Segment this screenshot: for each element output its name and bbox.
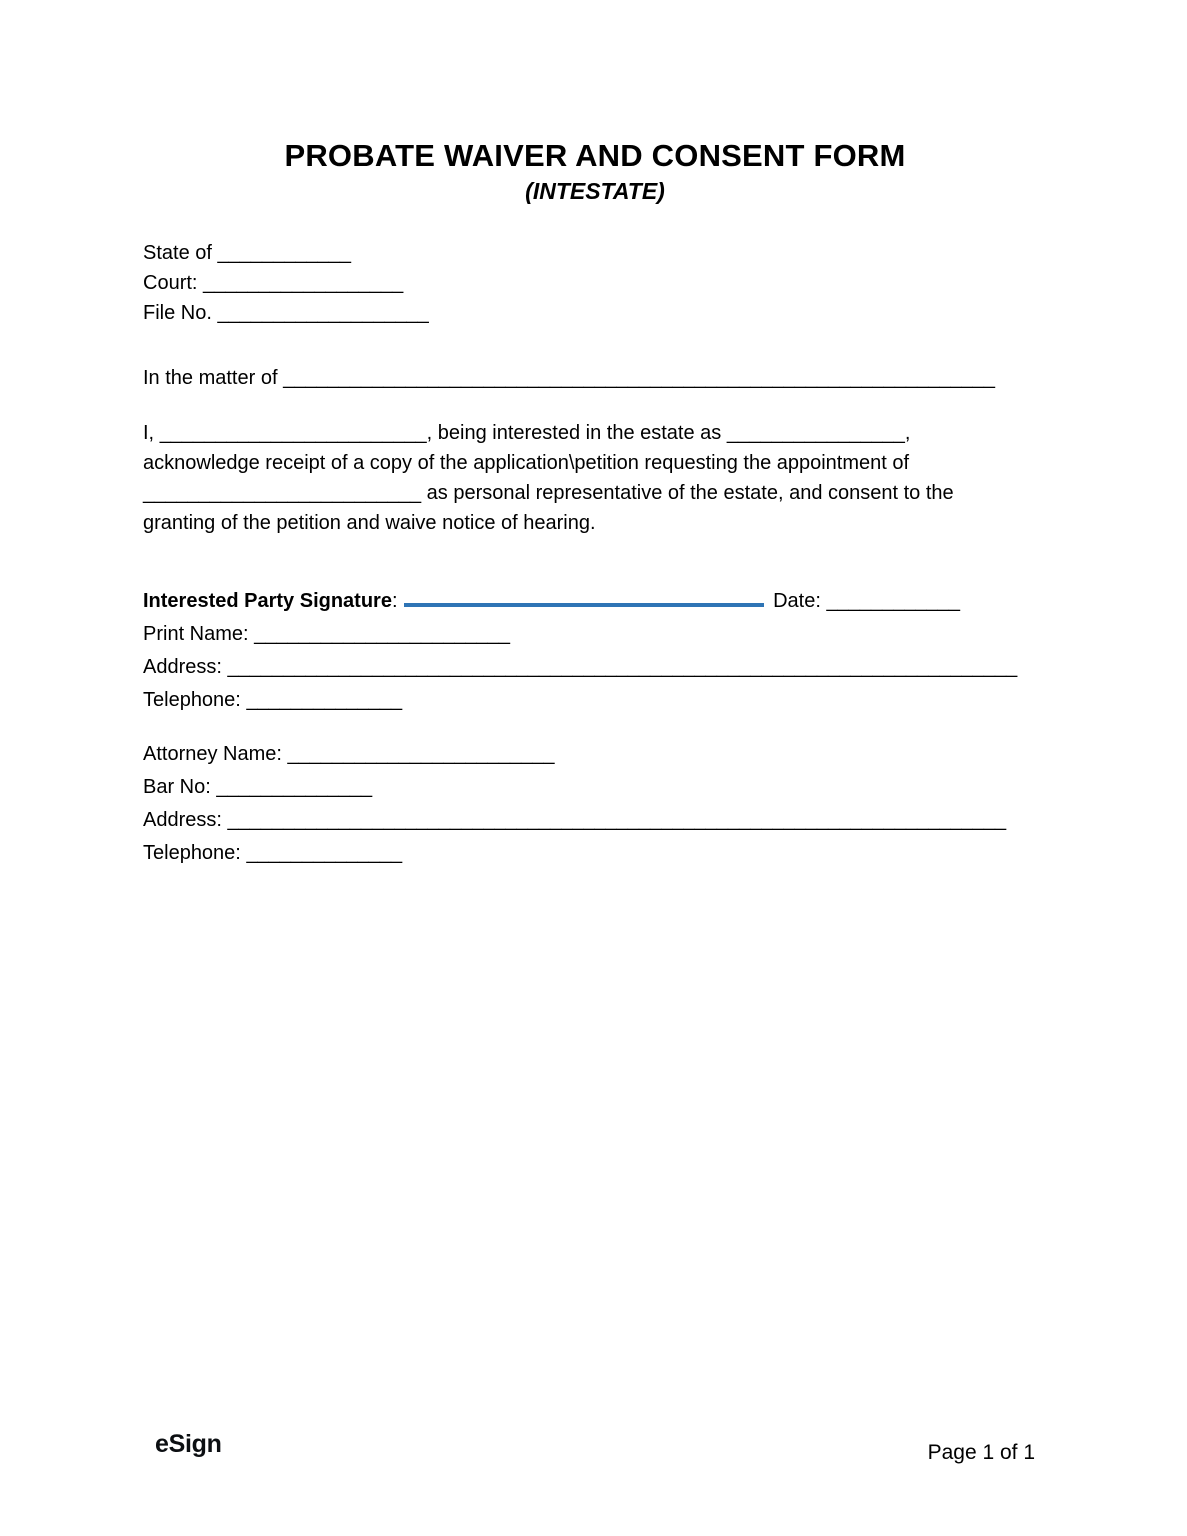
esign-logo: eSign [155, 1430, 222, 1458]
party-address-row [143, 651, 1047, 684]
party-telephone-row [143, 684, 1047, 717]
paragraph-line-3 [143, 478, 1047, 508]
attorney-block [143, 738, 1047, 870]
paragraph-line1-mid: , being interested in the estate as [426, 422, 722, 444]
court-blank-line: __________________ [203, 272, 404, 294]
attorney-name-label: Attorney Name: [143, 743, 282, 765]
paragraph-line1-pre: I, [143, 422, 155, 444]
print-name-blank-line: _______________________ [254, 623, 510, 645]
bar-no-row [143, 771, 1047, 804]
interested-party-signature-label: Interested Party Signature [143, 590, 392, 612]
matter-blank-line: ________________________________________________________________ [283, 367, 995, 389]
paragraph-line-2: acknowledge receipt of a copy of the application\petition requesting the appointment of [143, 452, 910, 474]
form-title: PROBATE WAIVER AND CONSENT FORM [284, 138, 906, 173]
attorney-address-label: Address: [143, 809, 222, 831]
paragraph-line1-end: , [904, 422, 911, 444]
bar-no-label: Bar No: [143, 776, 211, 798]
paragraph-line-1 [143, 418, 1047, 448]
interested-party-block [143, 584, 1047, 717]
attorney-name-blank-line: ________________________ [287, 743, 555, 765]
party-address-blank-line: _______________________________________________________________________ [227, 656, 1018, 678]
date-blank-line: ____________ [826, 590, 960, 612]
party-telephone-blank-line: ______________ [246, 689, 403, 711]
page-number-indicator: Page 1 of 1 [927, 1441, 1035, 1464]
form-subtitle: (INTESTATE) [525, 178, 665, 204]
state-of-row [143, 238, 1047, 268]
document-content [143, 0, 1047, 870]
attorney-address-row [143, 804, 1047, 837]
representative-name-blank-line: _________________________ [143, 482, 422, 504]
file-no-blank-line: ___________________ [217, 302, 429, 324]
party-address-label: Address: [143, 656, 222, 678]
attorney-telephone-row [143, 837, 1047, 870]
estate-interest-blank-line: ________________ [726, 422, 905, 444]
signature-label-colon: : [391, 590, 398, 612]
date-label: Date: [773, 590, 821, 612]
file-no-row [143, 298, 1047, 328]
attorney-telephone-label: Telephone: [143, 842, 241, 864]
court-label: Court: [143, 272, 198, 294]
attorney-name-row [143, 738, 1047, 771]
court-row [143, 268, 1047, 298]
waiver-consent-paragraph [143, 418, 1047, 538]
signature-field-line[interactable] [404, 584, 764, 607]
declarant-name-blank-line: ________________________ [159, 422, 427, 444]
print-name-row [143, 618, 1047, 651]
paragraph-line-4: granting of the petition and waive notice of hearing. [143, 512, 596, 534]
print-name-label: Print Name: [143, 623, 249, 645]
court-info-block [143, 238, 1047, 328]
party-telephone-label: Telephone: [143, 689, 241, 711]
attorney-telephone-blank-line: ______________ [246, 842, 403, 864]
file-no-label: File No. [143, 302, 212, 324]
attorney-address-blank-line: ______________________________________________________________________ [227, 809, 1007, 831]
state-of-label: State of [143, 242, 212, 264]
matter-label: In the matter of [143, 367, 278, 389]
in-the-matter-of-row [143, 363, 1047, 393]
state-of-blank-line: ____________ [217, 242, 351, 264]
signature-row [143, 584, 1047, 618]
bar-no-blank-line: ______________ [216, 776, 373, 798]
paragraph-line3-text: as personal representative of the estate, and consent to the [426, 482, 954, 504]
